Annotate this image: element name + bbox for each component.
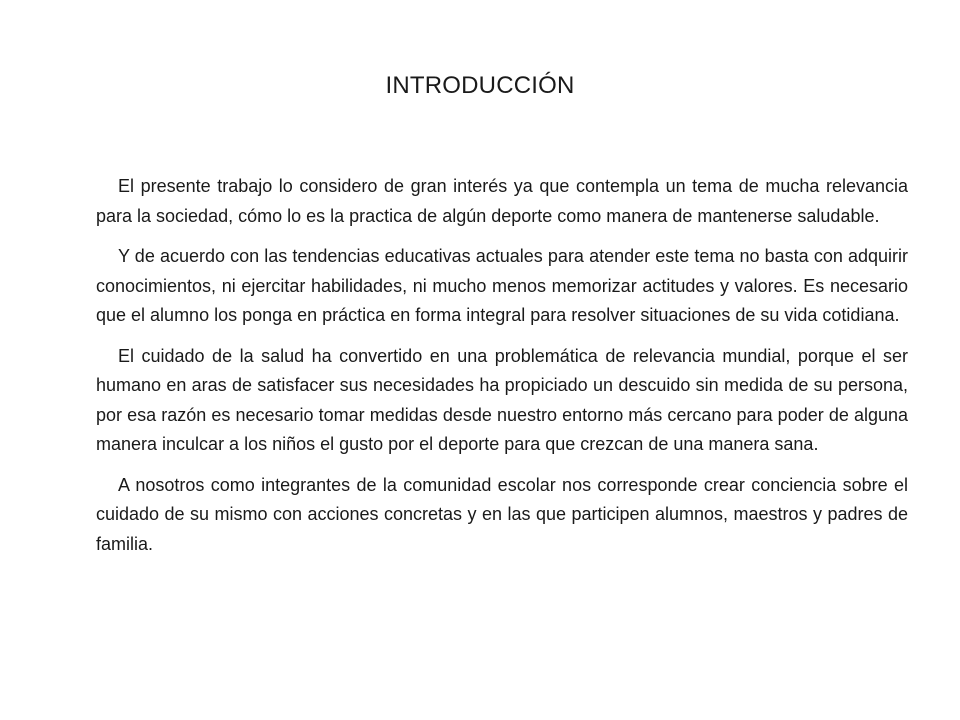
paragraph-2: Y de acuerdo con las tendencias educativas actuales para atender este tema no basta con adquirir conocimientos, ni ejercitar habilidades, ni mucho menos memorizar actitudes y valores. Es necesario que el alumno los ponga en práctica en forma integral para resolver situaciones de su vida cotidiana. [96,246,908,325]
page-title: INTRODUCCIÓN [385,72,575,99]
paragraph-1: El presente trabajo lo considero de gran interés ya que contempla un tema de mucha relevancia para la sociedad, cómo lo es la practica de algún deporte como manera de mantenerse saludable. [96,176,908,226]
body-text [96,172,908,570]
paragraph-3: El cuidado de la salud ha convertido en una problemática de relevancia mundial, porque el ser humano en aras de satisfacer sus necesidades ha propiciado un descuido sin medida de su persona, por esa razón es necesario tomar medidas desde nuestro entorno más cercano para poder de alguna manera inculcar a los niños el gusto por el deporte para que crezcan de una manera sana. [96,345,908,454]
paragraph-4: A nosotros como integrantes de la comunidad escolar nos corresponde crear conciencia sobre el cuidado de su mismo con acciones concretas y en las que participen alumnos, maestros y padres de familia. [96,474,908,554]
